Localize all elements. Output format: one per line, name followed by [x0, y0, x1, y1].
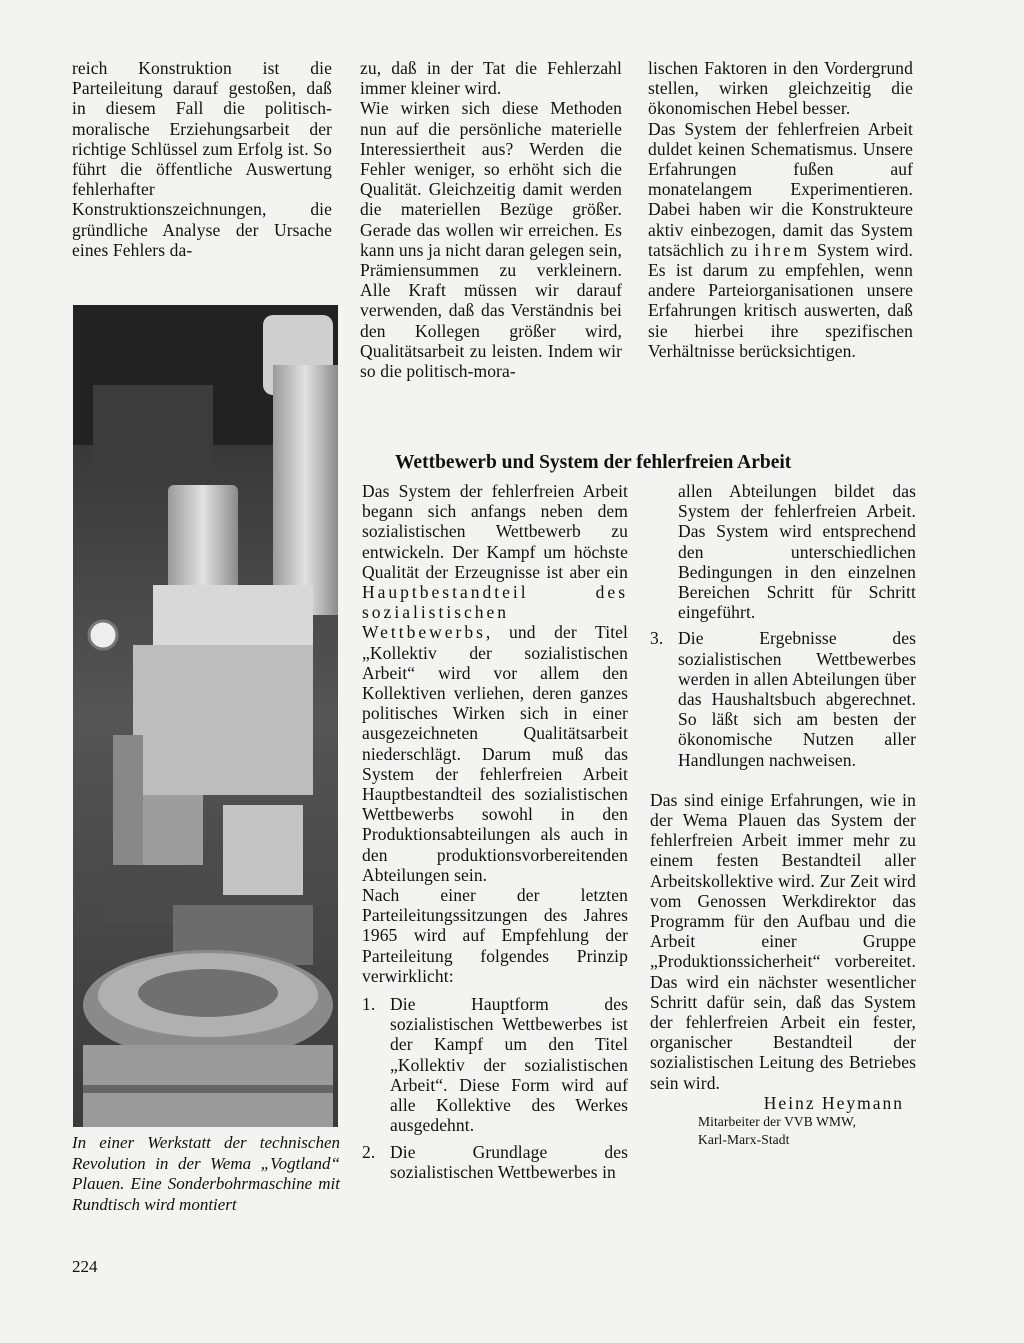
column-1-text — [72, 58, 332, 260]
text-run: System wird. Es ist darum zu empfehlen, wenn andere Parteiorganisationen unsere Erfahrungen kritisch auswerten, daß sie hierbei ihre spezifischen Verhältnisse berücksichtigen. — [648, 239, 913, 361]
author-name: Heinz Heymann — [763, 1092, 904, 1113]
emphasis: ihrem — [754, 239, 811, 260]
paragraph — [362, 481, 628, 885]
list-number: 3. — [650, 628, 664, 649]
list-number: 1. — [362, 994, 376, 1015]
section-heading: Wettbewerb und System der fehlerfreien Arbeit — [395, 452, 792, 473]
list-item-text: allen Abteilungen bildet das System der fehlerfreien Arbeit. Das System wird entsprechend den unterschiedlichen Bedingungen in den einzelnen Bereichen Schritt für Schritt eingeführt. — [678, 481, 916, 623]
author-affiliation — [698, 1113, 916, 1149]
affiliation-line: Mitarbeiter der VVB WMW, — [698, 1114, 857, 1130]
drilling-machine-illustration — [73, 305, 338, 1127]
photo-caption: In einer Werkstatt der technischen Revolution in der Wema „Vogtland“ Plauen. Eine Sonderbohrmaschine mit Rundtisch wird montiert — [72, 1133, 340, 1214]
affiliation-line: Karl-Marx-Stadt — [698, 1132, 790, 1148]
page-number: 224 — [72, 1257, 98, 1276]
text-run: Das System der fehlerfreien Arbeit begann sich anfangs neben dem sozialistischen Wettbewerb zu entwickeln. Der Kampf um höchste Qualität der Erzeugnisse ist aber ein — [362, 481, 628, 582]
list-item-text: Die Grundlage des sozialistischen Wettbewerbes in — [390, 1141, 628, 1182]
list-item — [362, 994, 628, 1135]
emphasis: Hauptbestandteil des sozialistischen Wettbewerbs — [362, 582, 628, 643]
numbered-list — [362, 994, 628, 1182]
paragraph: Wie wirken sich diese Methoden nun auf die persönliche materielle Interessiertheit aus? Werden die Fehler weniger, so erhöht sich die Qualität. Gleichzeitig damit werden die materiellen Bezüge größer. Gerade das wollen wir erreichen. Es kann uns ja nicht daran gelegen sein, Prämiensummen zu verkleinern. Alle Kraft müssen wir darauf verwenden, daß das Verständnis bei den Kollegen größer wird, Qualitätsarbeit zu leisten. Indem wir so die politisch-mora- — [360, 98, 622, 382]
list-item — [650, 481, 916, 622]
paragraph: Das sind einige Erfahrungen, wie in der Wema Plauen das System der fehlerfreien Arbeit immer mehr zu einem festen Bestandteil aller Arbeitskollektive wird. Zur Zeit wird vom Genossen Werkdirektor das Programm für den Aufbau und die Arbeit einer Gruppe „Produktionssicherheit“ vorbereitet. Das wird ein nächster wesentlicher Schritt dafür sein, daß das System der fehlerfreien Arbeit ein fester, organischer Bestandteil der sozialistischen Leitung des Betriebes sein wird. — [650, 789, 916, 1093]
paragraph: Nach einer der letzten Parteileitungssitzungen des Jahres 1965 wird auf Empfehlung der Parteileitung folgendes Prinzip verwirklicht: — [362, 885, 628, 986]
workshop-photo — [73, 305, 338, 1127]
paragraph — [648, 119, 913, 361]
paragraph: reich Konstruktion ist die Parteileitung darauf gestoßen, daß in diesem Fall die politisch-moralische Erziehungsarbeit der richtige Schlüssel zum Erfolg ist. So führt die öffentliche Auswertung fehlerhafter Konstruktionszeichnungen, die gründliche Analyse der Ursache eines Fehlers da- — [72, 58, 332, 260]
paragraph: lischen Faktoren in den Vordergrund stellen, wirken gleichzeitig die ökonomischen Hebel besser. — [648, 58, 913, 119]
column-3-text — [648, 58, 913, 361]
text-run: , und der Titel „Kollektiv der sozialistischen Arbeit“ wird vor allem den Kollektiven verliehen, deren ganzes politisches Wirken sich in einer ausgezeichneten Qualitätsarbeit niederschlägt. Darum muß das System der fehlerfreien Arbeit Hauptbestandteil des sozialistischen Wettbewerbs sowohl in den Produktionsabteilungen als auch in den produktionsvorbereitenden Abteilungen sein. — [362, 622, 628, 885]
section-column-left — [362, 481, 628, 1188]
list-item-text: Die Ergebnisse des sozialistischen Wettbewerbes werden in allen Abteilungen über das Haushaltsbuch abgerechnet. So läßt sich am besten der ökonomische Nutzen aller Handlungen nachweisen. — [678, 628, 916, 770]
list-number: 2. — [362, 1141, 376, 1162]
list-item — [362, 1142, 628, 1182]
numbered-list-continued — [650, 481, 916, 770]
list-item — [650, 628, 916, 769]
text-run: Das System der fehlerfreien Arbeit duldet keinen Schematismus. Unsere Erfahrungen fußen auf monatelangem Experimentieren. Dabei haben wir die Konstrukteure aktiv einbezogen, damit das System tatsächlich zu — [648, 118, 913, 260]
paragraph: zu, daß in der Tat die Fehlerzahl immer kleiner wird. — [360, 58, 622, 99]
column-2-text — [360, 58, 622, 381]
section-column-right — [650, 481, 916, 1149]
list-item-text: Die Hauptform des sozialistischen Wettbewerbes ist der Kampf um den Titel „Kollektiv der sozialistischen Arbeit“. Diese Form wird auf alle Kollektive des Werkes ausgedehnt. — [390, 994, 628, 1136]
